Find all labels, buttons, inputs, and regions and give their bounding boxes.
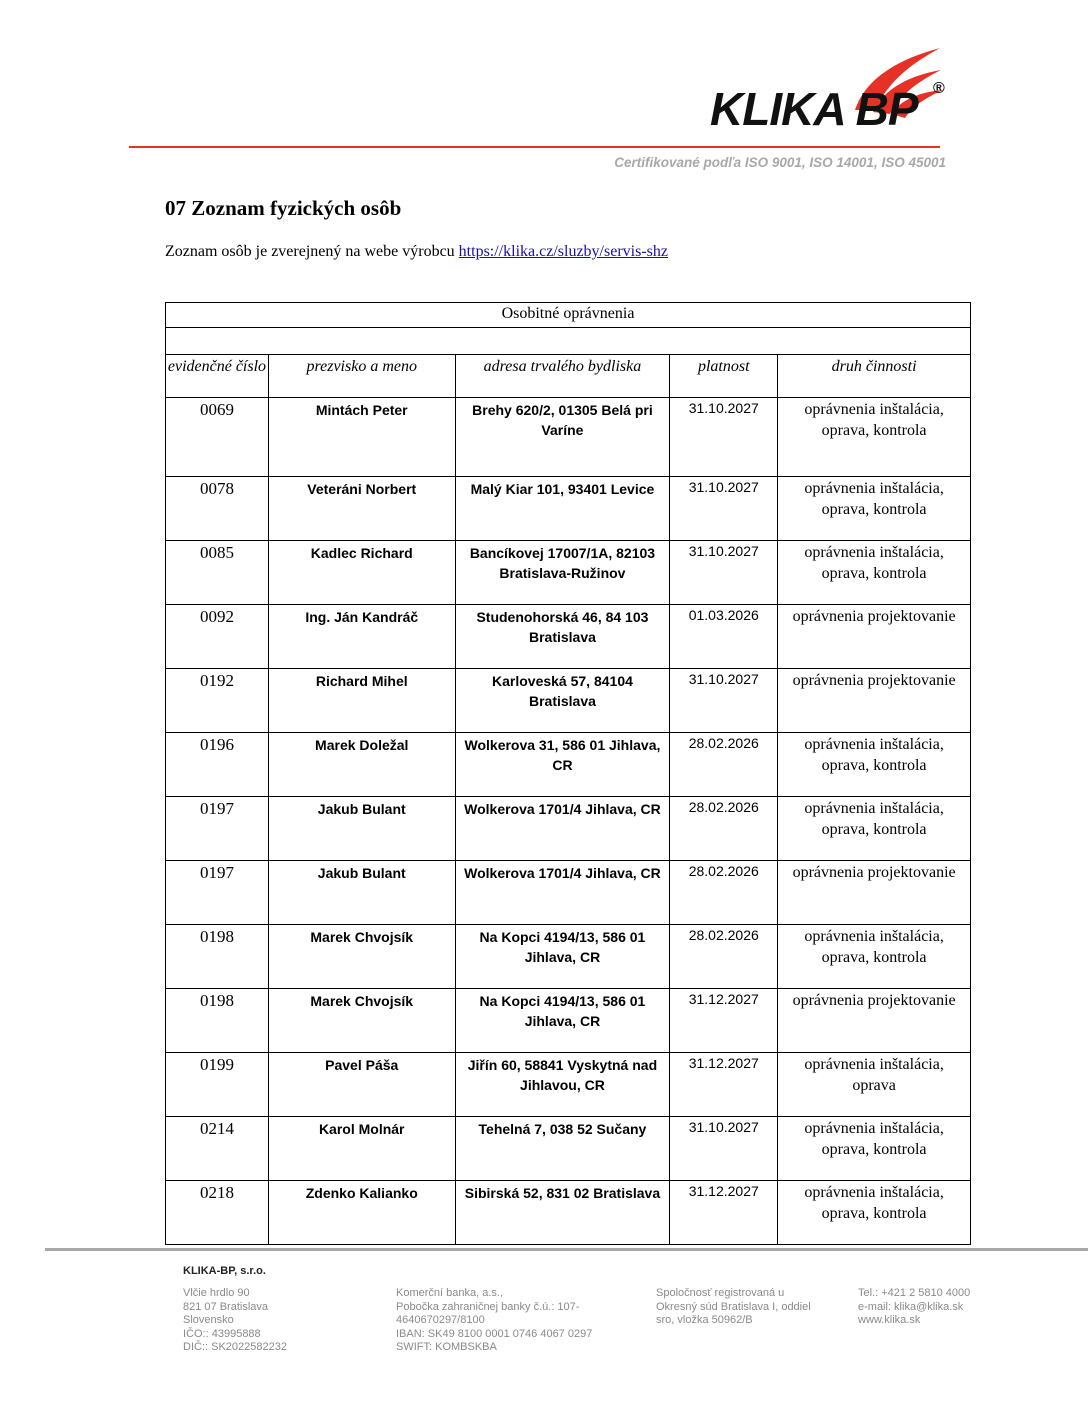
activity-type: oprávnenia inštalácia, oprava, kontrola	[778, 733, 971, 797]
footer-line: 821 07 Bratislava	[183, 1300, 268, 1313]
column-header: druh činnosti	[778, 355, 971, 398]
intro-text: Zoznam osôb je zverejnený na webe výrobcu	[165, 243, 459, 260]
footer-line: Slovensko	[183, 1314, 234, 1326]
footer-line: Vlčie hrdlo 90	[183, 1287, 250, 1299]
table-row	[166, 398, 971, 477]
table-row	[166, 989, 971, 1053]
manufacturer-link[interactable]: https://klika.cz/sluzby/servis-shz	[458, 243, 668, 260]
persons-table	[165, 302, 971, 1245]
person-address: Wolkerova 1701/4 Jihlava, CR	[455, 797, 670, 861]
column-header: evidenčné číslo	[166, 355, 269, 398]
validity-date: 31.12.2027	[670, 1181, 778, 1245]
validity-date: 31.12.2027	[670, 1053, 778, 1117]
person-address: Na Kopci 4194/13, 586 01 Jihlava, CR	[455, 989, 670, 1053]
person-name: Ing. Ján Kandráč	[268, 605, 455, 669]
evidence-number: 0078	[166, 477, 269, 541]
column-header: platnost	[670, 355, 778, 398]
person-name: Mintách Peter	[268, 398, 455, 477]
footer-line: sro, vložka 50962/B	[656, 1314, 753, 1326]
evidence-number: 0198	[166, 989, 269, 1053]
person-name: Pavel Páša	[268, 1053, 455, 1117]
evidence-number: 0198	[166, 925, 269, 989]
person-name: Karol Molnár	[268, 1117, 455, 1181]
table-row	[166, 733, 971, 797]
person-name: Jakub Bulant	[268, 797, 455, 861]
activity-type: oprávnenia projektovanie	[778, 605, 971, 669]
activity-type: oprávnenia inštalácia, oprava, kontrola	[778, 1117, 971, 1181]
footer-company: KLIKA-BP, s.r.o.	[183, 1265, 266, 1277]
footer-registry	[656, 1287, 811, 1328]
company-logo	[710, 40, 955, 135]
activity-type: oprávnenia inštalácia, oprava, kontrola	[778, 477, 971, 541]
activity-type: oprávnenia inštalácia, oprava, kontrola	[778, 797, 971, 861]
footer-contact	[858, 1287, 970, 1328]
registered-mark: ®	[933, 80, 945, 97]
person-address: Brehy 620/2, 01305 Belá pri Varíne	[455, 398, 670, 477]
footer-line: Pobočka zahraničnej banky č.ú.: 107-	[396, 1300, 580, 1313]
table-row	[166, 1053, 971, 1117]
evidence-number: 0196	[166, 733, 269, 797]
column-header: adresa trvalého bydliska	[455, 355, 670, 398]
activity-type: oprávnenia projektovanie	[778, 861, 971, 925]
evidence-number: 0199	[166, 1053, 269, 1117]
person-name: Marek Doležal	[268, 733, 455, 797]
activity-type: oprávnenia inštalácia, oprava, kontrola	[778, 925, 971, 989]
footer-line: Tel.: +421 2 5810 4000	[858, 1287, 971, 1299]
person-address: Jiřín 60, 58841 Vyskytná nad Jihlavou, CR	[455, 1053, 670, 1117]
person-address: Sibirská 52, 831 02 Bratislava	[455, 1181, 670, 1245]
table-row	[166, 541, 971, 605]
person-address: Bancíkovej 17007/1A, 82103 Bratislava-Ružinov	[455, 541, 670, 605]
person-address: Na Kopci 4194/13, 586 01 Jihlava, CR	[455, 925, 670, 989]
activity-type: oprávnenia inštalácia, oprava, kontrola	[778, 398, 971, 477]
person-address: Karloveská 57, 84104 Bratislava	[455, 669, 670, 733]
evidence-number: 0092	[166, 605, 269, 669]
footer-line: DIČ:: SK2022582232	[183, 1341, 287, 1353]
footer-line: www.klika.sk	[858, 1314, 921, 1326]
evidence-number: 0085	[166, 541, 269, 605]
footer-line: SWIFT: KOMBSKBA	[396, 1341, 497, 1353]
table-row	[166, 1117, 971, 1181]
intro-paragraph	[165, 243, 668, 261]
activity-type: oprávnenia projektovanie	[778, 669, 971, 733]
evidence-number: 0214	[166, 1117, 269, 1181]
person-address: Wolkerova 1701/4 Jihlava, CR	[455, 861, 670, 925]
person-name: Kadlec Richard	[268, 541, 455, 605]
footer-line: e-mail: klika@klika.sk	[858, 1300, 964, 1313]
footer-line: 4640670297/8100	[396, 1314, 485, 1326]
validity-date: 28.02.2026	[670, 797, 778, 861]
validity-date: 31.10.2027	[670, 398, 778, 477]
footer-address	[183, 1287, 287, 1355]
table-row	[166, 605, 971, 669]
validity-date: 31.10.2027	[670, 1117, 778, 1181]
blank-row	[166, 328, 971, 355]
person-address: Wolkerova 31, 586 01 Jihlava, CR	[455, 733, 670, 797]
person-address: Malý Kiar 101, 93401 Levice	[455, 477, 670, 541]
column-header: prezvisko a meno	[268, 355, 455, 398]
logo-text: KLIKA BP	[710, 83, 918, 135]
header-divider	[129, 146, 940, 148]
footer-line: IBAN: SK49 8100 0001 0746 4067 0297	[396, 1327, 593, 1340]
table-row	[166, 925, 971, 989]
footer-line: Komerční banka, a.s.,	[396, 1287, 503, 1299]
evidence-number: 0218	[166, 1181, 269, 1245]
person-name: Marek Chvojsík	[268, 989, 455, 1053]
evidence-number: 0069	[166, 398, 269, 477]
table-row	[166, 477, 971, 541]
header-row	[166, 355, 971, 398]
footer-line: Spoločnosť registrovaná u	[656, 1287, 785, 1299]
certification-note: Certifikované podľa ISO 9001, ISO 14001, ISO 45001	[614, 155, 946, 170]
person-name: Veteráni Norbert	[268, 477, 455, 541]
validity-date: 01.03.2026	[670, 605, 778, 669]
validity-date: 31.10.2027	[670, 541, 778, 605]
validity-date: 28.02.2026	[670, 733, 778, 797]
footer-divider	[45, 1248, 1088, 1251]
activity-type: oprávnenia projektovanie	[778, 989, 971, 1053]
person-name: Richard Mihel	[268, 669, 455, 733]
footer-line: Okresný súd Bratislava I, oddiel	[656, 1300, 811, 1313]
evidence-number: 0197	[166, 861, 269, 925]
table-row	[166, 1181, 971, 1245]
person-name: Jakub Bulant	[268, 861, 455, 925]
validity-date: 31.10.2027	[670, 477, 778, 541]
table-row	[166, 797, 971, 861]
table-caption: Osobitné oprávnenia	[166, 303, 971, 328]
footer-line: IČO:: 43995888	[183, 1327, 261, 1340]
person-name: Zdenko Kalianko	[268, 1181, 455, 1245]
person-address: Tehelná 7, 038 52 Sučany	[455, 1117, 670, 1181]
activity-type: oprávnenia inštalácia, oprava, kontrola	[778, 1181, 971, 1245]
validity-date: 31.12.2027	[670, 989, 778, 1053]
table-row	[166, 861, 971, 925]
footer-bank	[396, 1287, 592, 1355]
activity-type: oprávnenia inštalácia, oprava, kontrola	[778, 541, 971, 605]
validity-date: 28.02.2026	[670, 925, 778, 989]
validity-date: 28.02.2026	[670, 861, 778, 925]
person-address: Studenohorská 46, 84 103 Bratislava	[455, 605, 670, 669]
validity-date: 31.10.2027	[670, 669, 778, 733]
document-title: 07 Zoznam fyzických osôb	[165, 196, 402, 220]
activity-type: oprávnenia inštalácia, oprava	[778, 1053, 971, 1117]
person-name: Marek Chvojsík	[268, 925, 455, 989]
evidence-number: 0197	[166, 797, 269, 861]
table-row	[166, 669, 971, 733]
evidence-number: 0192	[166, 669, 269, 733]
